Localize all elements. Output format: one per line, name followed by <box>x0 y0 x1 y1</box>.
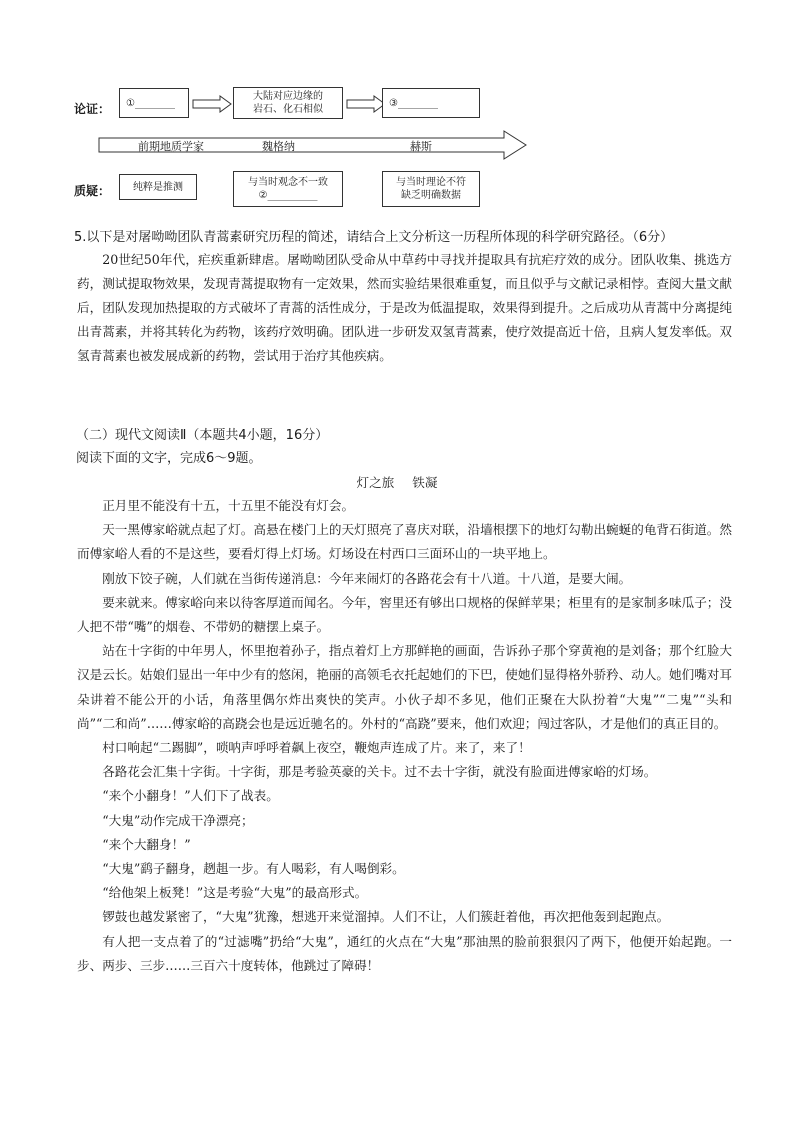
reading-instruction: 阅读下面的文字，完成6～9题。 <box>76 451 262 466</box>
conflict-with-theory-line1: 与当时理论不符 <box>396 177 466 188</box>
conflict-with-views-box <box>233 171 343 207</box>
continent-evidence-box <box>233 87 343 119</box>
question-5-passage-text: 20世纪50年代，疟疾重新肆虐。屠呦呦团队受命从中草药中寻找并提取具有抗疟疗效的成分。团队收集、挑选方药，测试提取物效果，发现青蒿提取物有一定效果，然而实验结果很难重复，而且似乎与文献记录相悖。查阅大量文献后，团队发现加热提取的方式破坏了青蒿的活性成分，于是改为低温提取，效果得到提升。之后成功从青蒿中分离提纯出青蒿素，并将其转化为药物，该药疗效明确。团队进一步研发双氢青蒿素，使疗效提高近十倍，且病人复发率低。双氢青蒿素也被发展成新的药物，尝试用于治疗其他疾病。 <box>77 252 732 363</box>
story-paragraph: 正月里不能没有十五，十五里不能没有灯会。 <box>102 498 355 513</box>
section-heading: （二）现代文阅读Ⅱ（本题共4小题，16分） <box>76 428 329 443</box>
story-paragraph: 各路花会汇集十字街。十字街，那是考验英豪的关卡。过不去十字街，就没有脸面进傅家峪的灯场。 <box>102 764 657 780</box>
continent-evidence-line1: 大陆对应边缘的 <box>253 91 323 102</box>
story-paragraph: 有人把一支点着了的“过滤嘴”扔给“大鬼”，通红的火点在“大鬼”那油黑的脸前狠狠闪了两下，他便开始起跑。一步、两步、三步……三百六十度转体，他跳过了障碍！ <box>77 933 732 973</box>
story-body <box>77 494 732 978</box>
story-paragraph: “给他架上板凳！”这是考验“大鬼”的最高形式。 <box>102 885 368 901</box>
blank-3-text: ③________ <box>389 97 438 109</box>
question-row-label: 质疑： <box>74 184 111 198</box>
timeline-label-hess: 赫斯 <box>410 140 432 153</box>
timeline-label-early-geologists: 前期地质学家 <box>138 140 204 153</box>
story-paragraph: 刚放下饺子碗，人们就在当街传递消息：今年来闹灯的各路花会有十八道。十八道，是要大闹。 <box>102 570 632 586</box>
continent-evidence-line2: 岩石、化石相似 <box>253 104 323 115</box>
story-paragraph: 要来就来。傅家峪向来以待客厚道而闻名。今年，窖里还有够出口规格的保鲜苹果；柜里有的是家制多味瓜子；没人把不带“嘴”的烟卷、不带奶的糖摆上桌子。 <box>77 594 732 635</box>
story-paragraph: 锣鼓也越发紧密了，“大鬼”犹豫，想逃开来觉溜掉。人们不让，人们簇赶着他，再次把他轰到起跑点。 <box>102 909 670 925</box>
story-paragraph: “来个小翻身！”人们下了战表。 <box>102 788 279 804</box>
story-paragraph: “大鬼”动作完成干净漂亮； <box>102 812 254 828</box>
conflict-with-theory-box <box>382 171 480 207</box>
blank-1-text: ①________ <box>126 97 175 109</box>
story-paragraph: 站在十字街的中年男人，怀里抱着孙子，指点着灯上方那鲜艳的画面，告诉孙子那个穿黄袍的是刘备；那个红脸大汉是云长。姑娘们显出一年中少有的悠闲，艳丽的高领毛衣托起她们的下巴，使她们显得格外骄矜、动人。她们嘴对耳朵讲着不能公开的小话，角落里偶尔炸出爽快的笑声。小伙子却不多见，他们正聚在大队扮着“大鬼”“二鬼”“头和尚”“二和尚”……傅家峪的高跷会也是远近驰名的。外村的“高跷”要来，他们欢迎；闯过客队，才是他们的真正目的。 <box>77 643 732 731</box>
story-title: 灯之旅 <box>356 475 395 490</box>
story-title-line <box>0 472 794 491</box>
conflict-with-views-text: 与当时观念不一致 <box>248 177 328 188</box>
hollow-arrow-2 <box>346 95 386 113</box>
story-author: 铁凝 <box>412 475 438 490</box>
conflict-with-theory-line2: 缺乏明确数据 <box>401 190 461 201</box>
story-paragraph: 村口响起“二踢脚”，唢呐声呼呼着飙上夜空，鞭炮声连成了片。来了，来了！ <box>102 740 531 756</box>
speculation-text: 纯粹是推测 <box>133 181 183 193</box>
story-paragraph: 天一黑傅家峪就点起了灯。高悬在楼门上的天灯照亮了喜庆对联，沿墙根摆下的地灯勾勒出蜿蜒的龟背石街道。然而傅家峪人看的不是这些，要看灯得上灯场。灯场设在村西口三面环山的一块平地上。 <box>77 522 732 562</box>
blank-2-text: ②__________ <box>258 190 318 201</box>
hollow-arrow-1 <box>192 95 232 113</box>
question-5-prompt: 5.以下是对屠呦呦团队青蒿素研究历程的简述，请结合上文分析这一历程所体现的科学研究路径。（6分） <box>74 230 674 245</box>
question-5-passage <box>77 248 732 368</box>
story-paragraph: “来个大翻身！” <box>102 836 191 852</box>
blank-box-1 <box>119 88 189 118</box>
blank-box-3 <box>382 88 480 118</box>
timeline-label-wegener: 魏格纳 <box>262 140 295 153</box>
speculation-box <box>119 174 197 200</box>
argument-diagram <box>70 78 540 213</box>
story-paragraph: “大鬼”鹞子翻身，趔趄一步。有人喝彩，有人喝倒彩。 <box>102 861 405 877</box>
argument-row-label: 论证： <box>74 102 111 116</box>
